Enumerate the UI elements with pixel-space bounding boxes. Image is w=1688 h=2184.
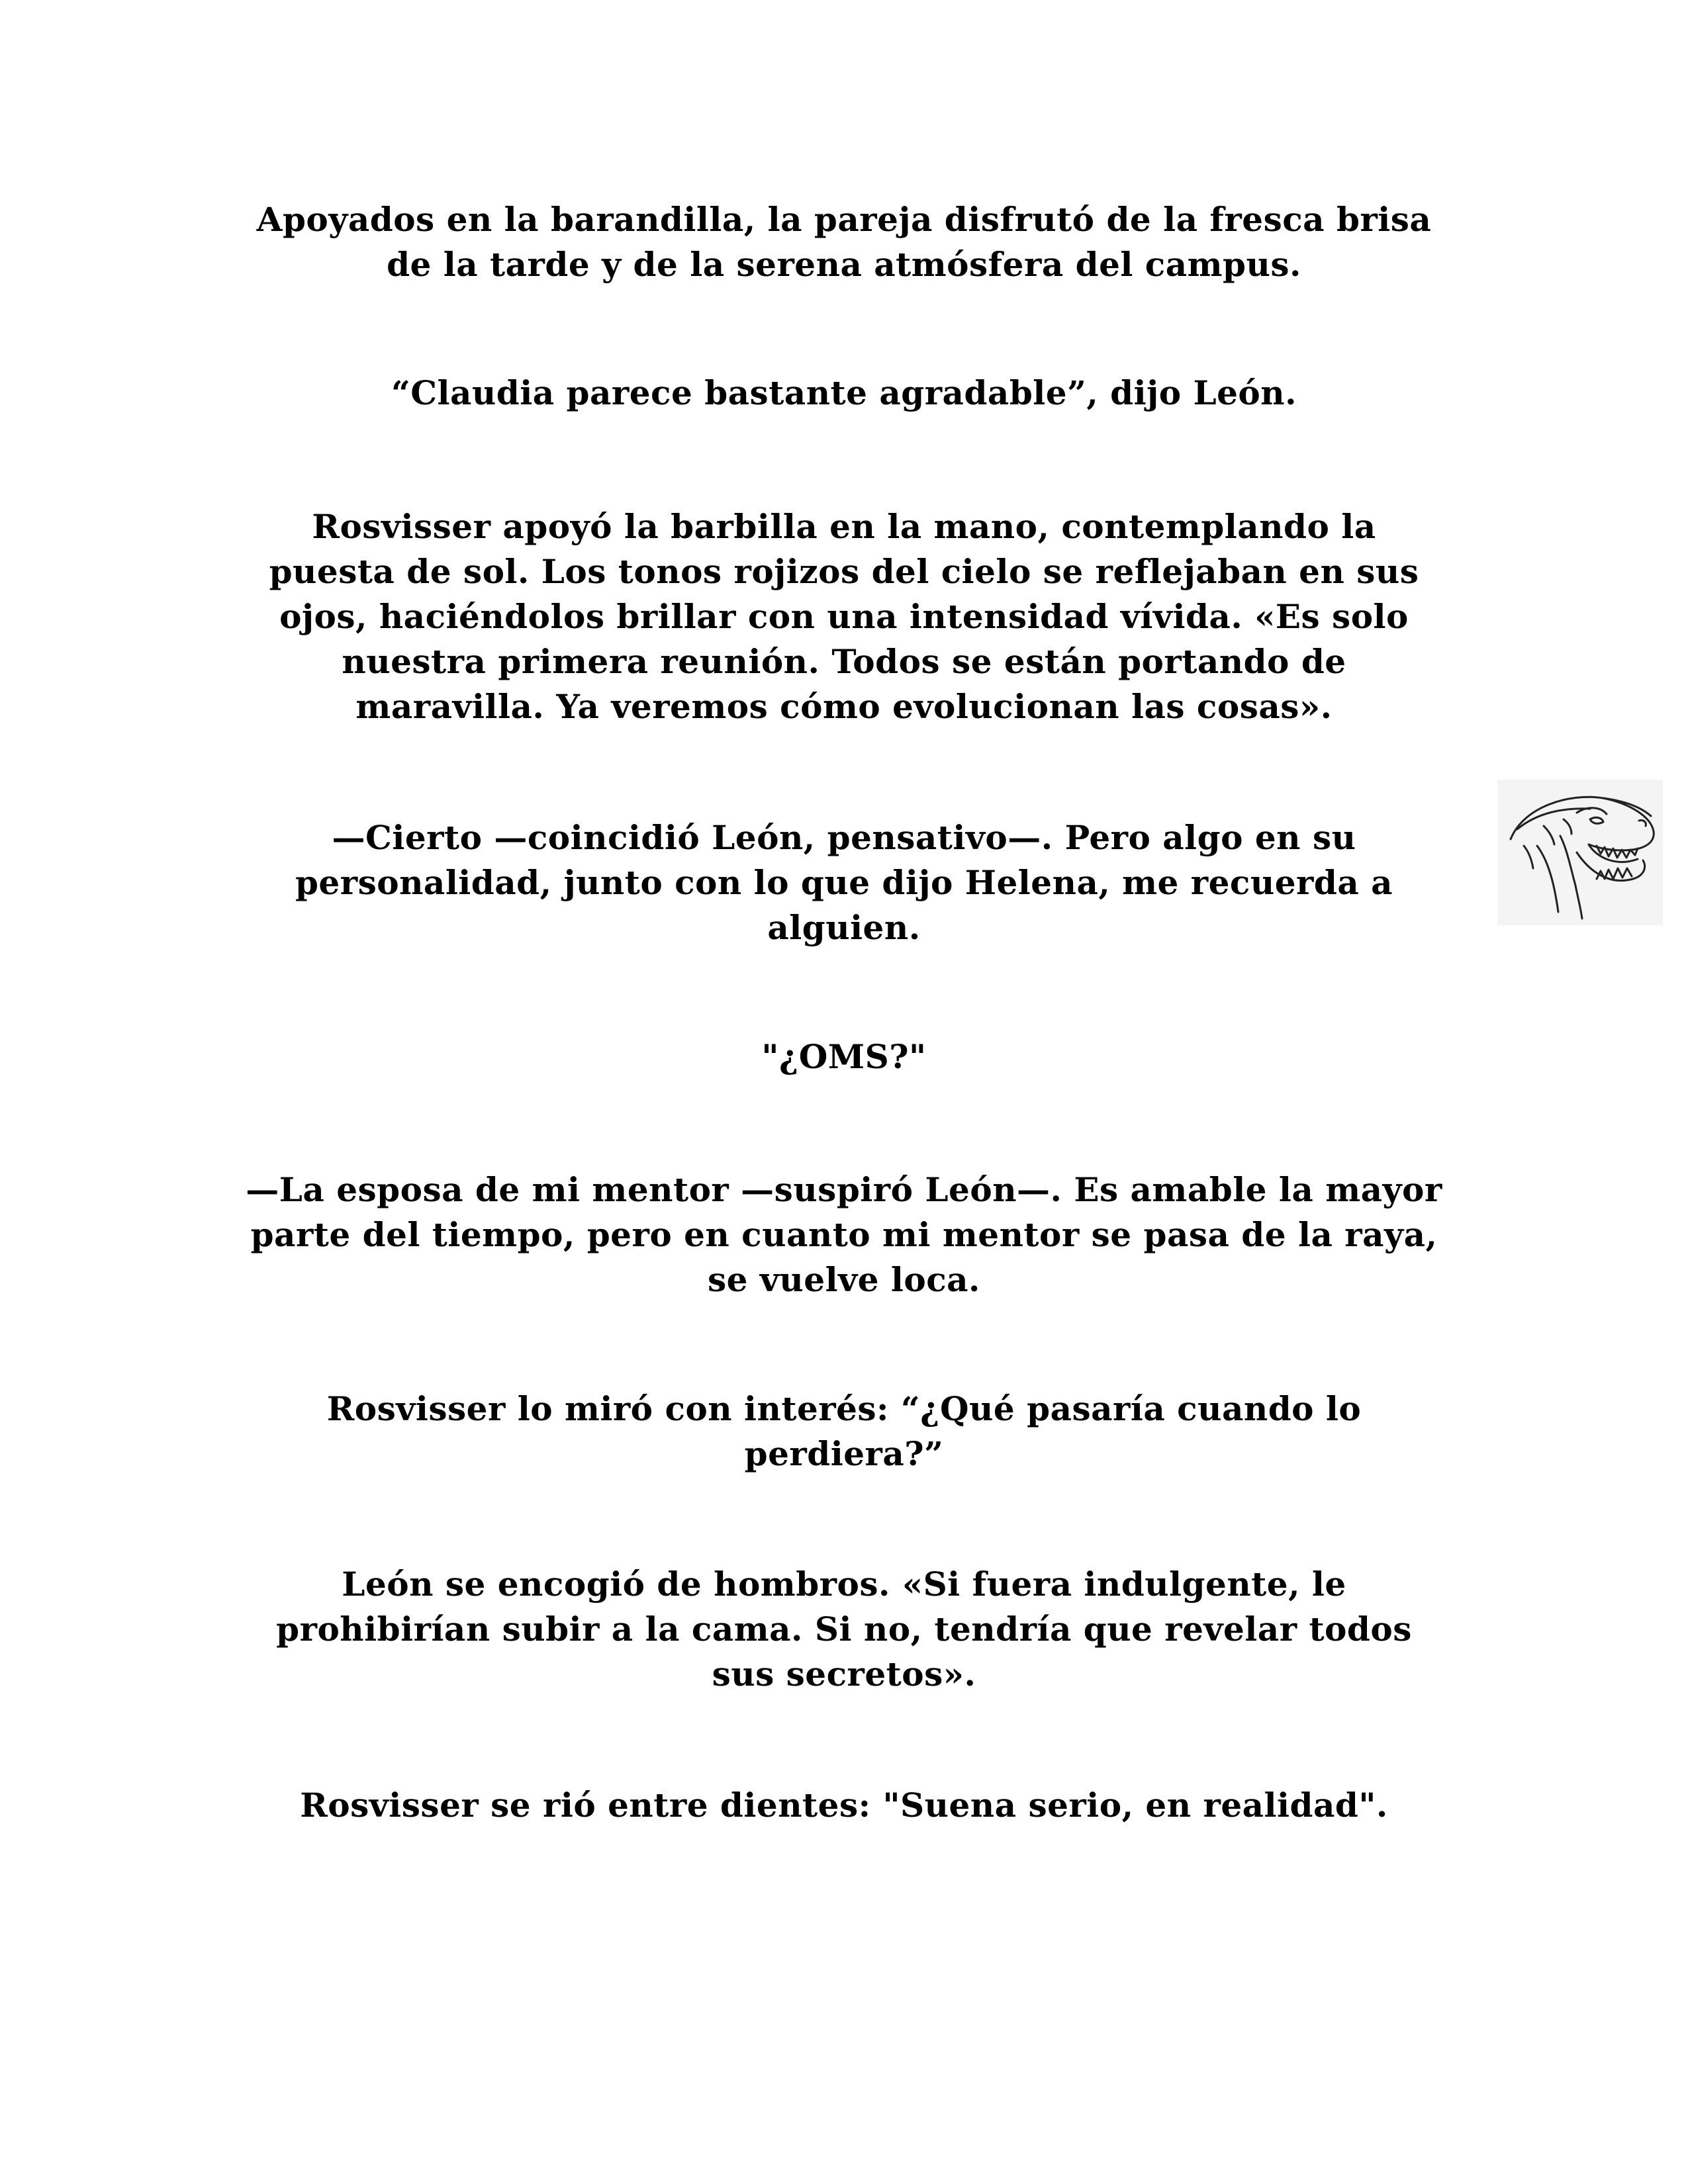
paragraph-line: alguien. xyxy=(767,908,921,947)
paragraph-line: Rosvisser apoyó la barbilla en la mano, contemplando la xyxy=(312,507,1376,546)
paragraph-line: personalidad, junto con lo que dijo Helena, me recuerda a xyxy=(295,863,1393,902)
paragraph-line: Rosvisser lo miró con interés: “¿Qué pasaría cuando lo xyxy=(326,1389,1362,1428)
dinosaur-head-sketch-icon xyxy=(1497,780,1663,925)
paragraph-line: de la tarde y de la serena atmósfera del campus. xyxy=(387,245,1301,284)
paragraph-line: "¿OMS?" xyxy=(761,1037,927,1076)
paragraph-line: sus secretos». xyxy=(712,1655,976,1694)
paragraph-8 xyxy=(0,1562,1688,1697)
paragraph-line: “Claudia parece bastante agradable”, dijo León. xyxy=(391,373,1297,412)
paragraph-7 xyxy=(0,1387,1688,1477)
paragraph-4 xyxy=(0,815,1688,950)
paragraph-line: Apoyados en la barandilla, la pareja disfrutó de la fresca brisa xyxy=(256,200,1432,239)
paragraph-2 xyxy=(0,371,1688,416)
paragraph-line: Rosvisser se rió entre dientes: "Suena serio, en realidad". xyxy=(300,1786,1388,1825)
paragraph-5 xyxy=(0,1034,1688,1079)
paragraph-line: perdiera?” xyxy=(744,1434,944,1473)
paragraph-1 xyxy=(0,197,1688,287)
paragraph-6 xyxy=(0,1167,1688,1302)
paragraph-line: se vuelve loca. xyxy=(708,1260,980,1299)
paragraph-line: puesta de sol. Los tonos rojizos del cielo se reflejaban en sus xyxy=(269,552,1419,591)
paragraph-line: ojos, haciéndolos brillar con una intensidad vívida. «Es solo xyxy=(279,597,1409,636)
paragraph-line: León se encogió de hombros. «Si fuera indulgente, le xyxy=(342,1565,1346,1604)
paragraph-line: maravilla. Ya veremos cómo evolucionan las cosas». xyxy=(355,687,1333,726)
paragraph-line: —Cierto —coincidió León, pensativo—. Pero algo en su xyxy=(332,818,1356,857)
paragraph-line: —La esposa de mi mentor —suspiró León—. Es amable la mayor xyxy=(246,1170,1442,1209)
paragraph-3 xyxy=(0,504,1688,729)
paragraph-line: prohibirían subir a la cama. Si no, tendría que revelar todos xyxy=(276,1610,1412,1649)
paragraph-9 xyxy=(0,1783,1688,1828)
paragraph-line: nuestra primera reunión. Todos se están portando de xyxy=(342,642,1346,681)
paragraph-line: parte del tiempo, pero en cuanto mi mentor se pasa de la raya, xyxy=(250,1215,1438,1254)
